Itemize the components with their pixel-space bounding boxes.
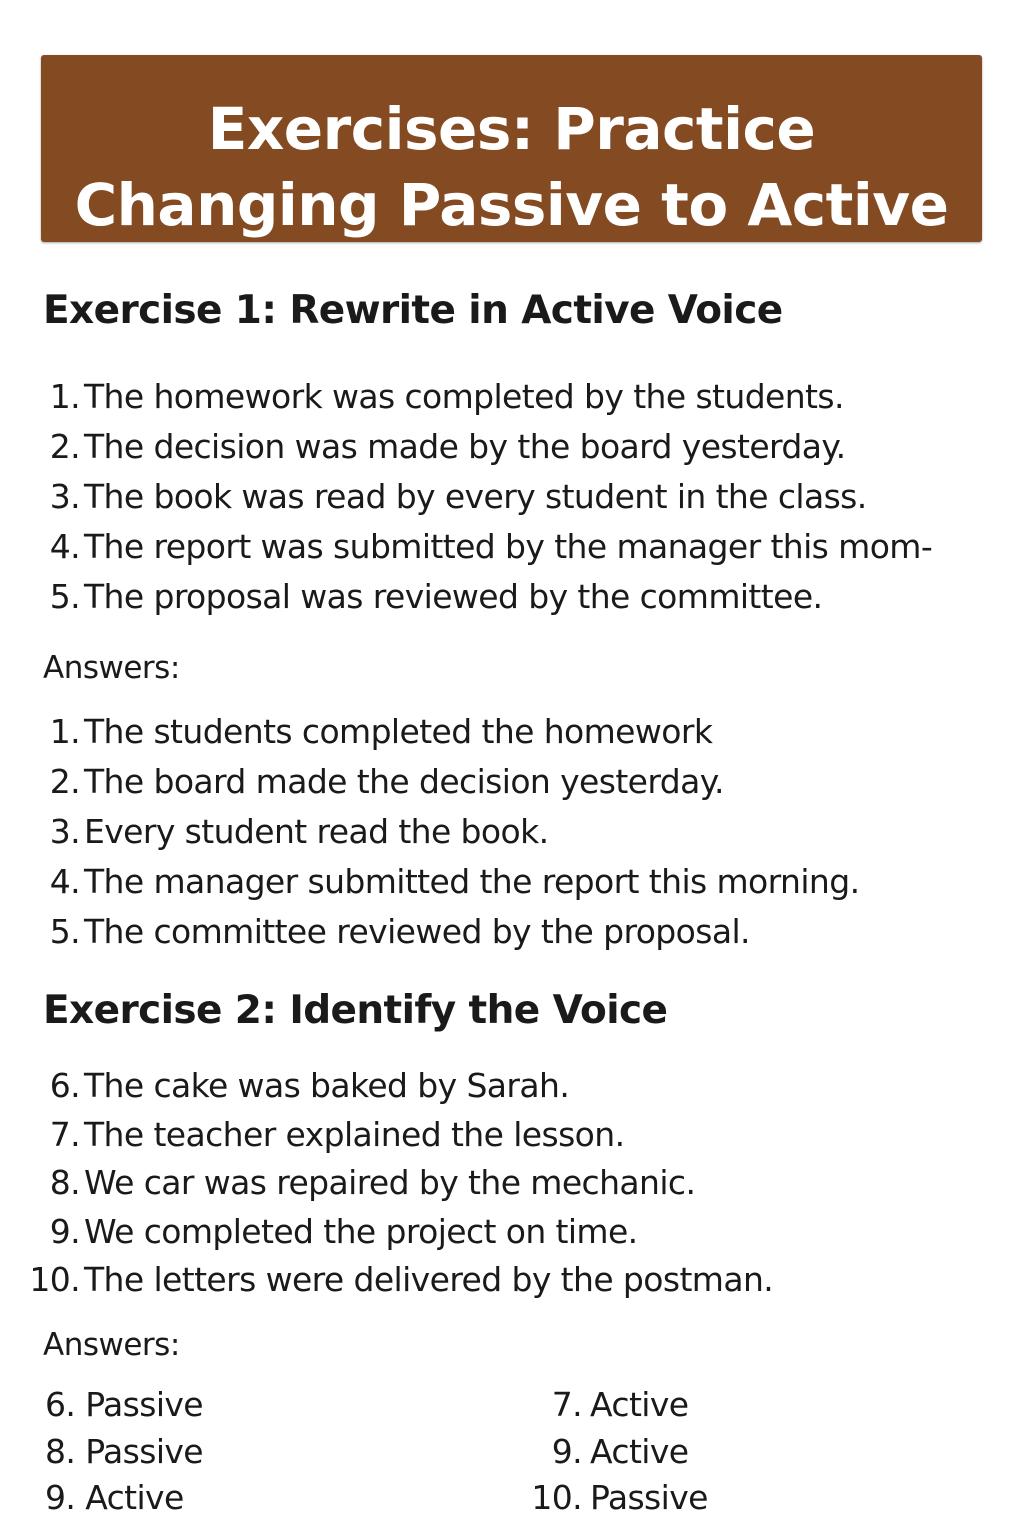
answer-value: Active — [590, 1385, 689, 1424]
list-item: 4. The manager submitted the report this morning. — [49, 862, 860, 901]
answer-num: 9. — [551, 1431, 582, 1471]
list-item: 10. The letters were delivered by the postman. — [29, 1260, 774, 1299]
list-item: 5. The proposal was reviewed by the committee. — [49, 577, 823, 616]
title-banner — [41, 55, 982, 242]
answer-value: Passive — [85, 1431, 204, 1471]
list-item: 1. The homework was completed by the students. — [49, 377, 844, 416]
list-item: 3. Every student read the book. — [49, 812, 549, 851]
answer-value: Active — [85, 1478, 184, 1517]
exercise-2-answers-label: Answers: — [43, 1327, 180, 1363]
exercise-2-heading: Exercise 2: Identify the Voice — [43, 988, 668, 1033]
list-item: 9. We completed the project on time. — [49, 1211, 638, 1251]
list-item: 5. The committee reviewed by the proposal. — [49, 912, 750, 951]
answer-num: 8. — [45, 1431, 76, 1471]
exercise-1-answers — [0, 707, 1024, 957]
exercise-1-heading: Exercise 1: Rewrite in Active Voice — [43, 288, 783, 333]
answer-row — [0, 1429, 1024, 1476]
answer-num: 10. — [531, 1478, 582, 1517]
answer-num: 7. — [551, 1385, 582, 1424]
list-item: 2. The board made the decision yesterday. — [49, 762, 724, 801]
title-line-1: Exercises: Practice — [207, 95, 816, 163]
list-item: 1. The students completed the homework — [49, 712, 713, 751]
exercise-2-answers — [0, 1382, 1024, 1522]
answer-num: 9. — [45, 1478, 76, 1517]
title-line-2: Changing Passive to Active — [74, 171, 949, 239]
exercise-1-questions — [0, 372, 1024, 622]
list-item: 3. The book was read by every student in the class. — [49, 477, 867, 516]
exercise-1-answers-label: Answers: — [43, 650, 180, 686]
answer-num: 6. — [45, 1385, 76, 1424]
list-item: 7. The teacher explained the lesson. — [49, 1114, 625, 1154]
answer-value: Active — [590, 1431, 689, 1471]
list-item: 4. The report was submitted by the manager this mom- — [49, 527, 933, 566]
answer-value: Passive — [85, 1385, 204, 1424]
answer-value: Passive — [590, 1478, 708, 1517]
exercise-2-questions — [0, 1062, 1024, 1305]
answer-row — [0, 1382, 1024, 1429]
list-item: 2. The decision was made by the board yesterday. — [49, 427, 846, 466]
list-item: 6. The cake was baked by Sarah. — [49, 1066, 570, 1105]
list-item: 8. We car was repaired by the mechanic. — [49, 1163, 696, 1202]
answer-row — [0, 1475, 1024, 1522]
